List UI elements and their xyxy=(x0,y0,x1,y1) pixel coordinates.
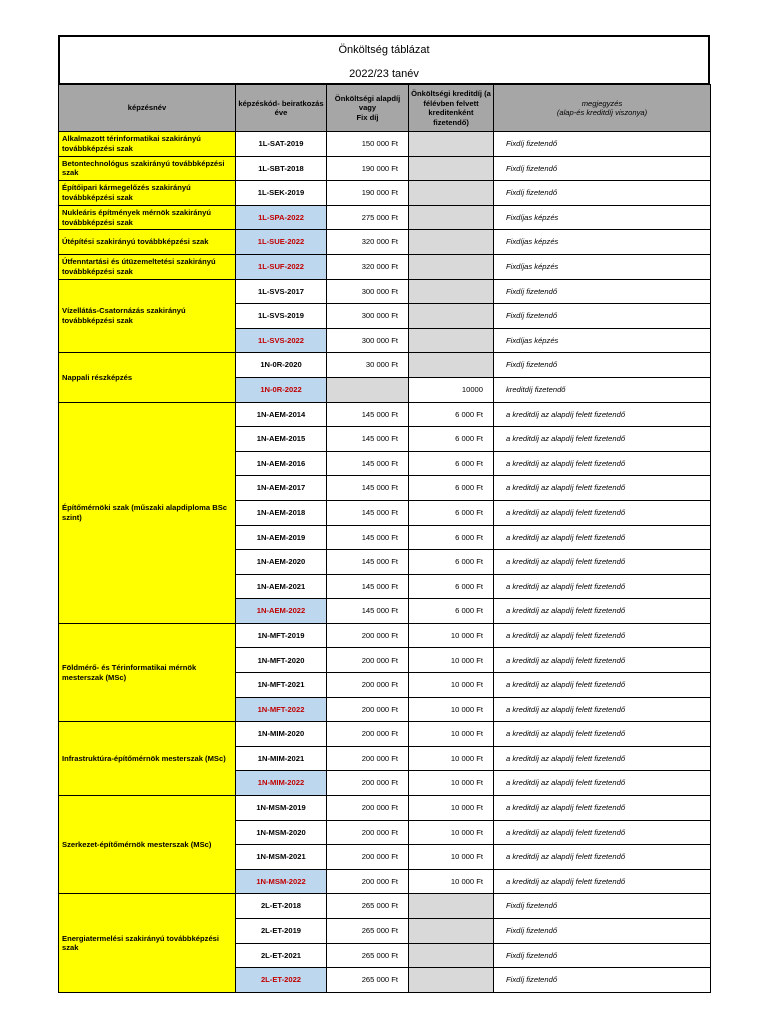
header-fee-line: vagy xyxy=(358,103,377,113)
credit-fee: 10 000 Ft xyxy=(409,796,494,821)
program-code: 1L-SVS-2017 xyxy=(236,279,327,304)
program-code: 1N-AEM-2022 xyxy=(236,599,327,624)
program-name: Útfenntartási és útüzemeltetési szakirányú továbbképzési szak xyxy=(59,254,236,279)
credit-fee xyxy=(409,132,494,157)
table-row xyxy=(59,205,711,230)
fee-note: kreditdíj fizetendő xyxy=(494,377,711,402)
fee-note: a kreditdíj az alapdíj felett fizetendő xyxy=(494,673,711,698)
fee-note: Fixdíjas képzés xyxy=(494,328,711,353)
base-fee: 300 000 Ft xyxy=(327,304,409,329)
fee-note: a kreditdíj az alapdíj felett fizetendő xyxy=(494,623,711,648)
credit-fee xyxy=(409,894,494,919)
fee-note: Fixdíjas képzés xyxy=(494,205,711,230)
program-code: 1N-AEM-2019 xyxy=(236,525,327,550)
fee-note: a kreditdíj az alapdíj felett fizetendő xyxy=(494,697,711,722)
header-credit: Önköltségi kreditdíj (a félévben felvett kreditenként fizetendő) xyxy=(409,85,494,132)
credit-fee xyxy=(409,304,494,329)
credit-fee: 6 000 Ft xyxy=(409,525,494,550)
program-code: 1N-AEM-2017 xyxy=(236,476,327,501)
header-row xyxy=(59,85,711,132)
credit-fee xyxy=(409,156,494,181)
program-name: Útépítési szakirányú továbbképzési szak xyxy=(59,230,236,255)
header-fee-line: Fix díj xyxy=(356,112,379,122)
fee-note: Fixdíjas képzés xyxy=(494,254,711,279)
program-code: 1N-MIM-2021 xyxy=(236,746,327,771)
fee-note: Fixdíjas képzés xyxy=(494,230,711,255)
fee-note: Fixdíj fizetendő xyxy=(494,943,711,968)
program-code: 1L-SBT-2018 xyxy=(236,156,327,181)
program-code: 1N-AEM-2021 xyxy=(236,574,327,599)
base-fee: 265 000 Ft xyxy=(327,943,409,968)
program-code: 2L-ET-2018 xyxy=(236,894,327,919)
base-fee: 265 000 Ft xyxy=(327,919,409,944)
credit-fee: 10 000 Ft xyxy=(409,845,494,870)
fee-note: Fixdíj fizetendő xyxy=(494,132,711,157)
credit-fee: 10 000 Ft xyxy=(409,771,494,796)
table-subtitle: 2022/23 tanév xyxy=(349,68,419,80)
credit-fee: 6 000 Ft xyxy=(409,574,494,599)
program-name: Alkalmazott térinformatikai szakirányú továbbképzési szak xyxy=(59,132,236,157)
credit-fee xyxy=(409,254,494,279)
fee-note: a kreditdíj az alapdíj felett fizetendő xyxy=(494,402,711,427)
credit-fee xyxy=(409,353,494,378)
credit-fee xyxy=(409,230,494,255)
credit-fee: 10000 xyxy=(409,377,494,402)
base-fee: 200 000 Ft xyxy=(327,796,409,821)
credit-fee: 6 000 Ft xyxy=(409,427,494,452)
credit-fee: 10 000 Ft xyxy=(409,623,494,648)
program-name: Energiatermelési szakirányú továbbképzési szak xyxy=(59,894,236,992)
header-note-line: megjegyzés xyxy=(581,98,623,108)
fee-note: a kreditdíj az alapdíj felett fizetendő xyxy=(494,476,711,501)
fee-note: a kreditdíj az alapdíj felett fizetendő xyxy=(494,796,711,821)
program-name: Építőmérnöki szak (műszaki alapdiploma BSc szint) xyxy=(59,402,236,623)
base-fee: 300 000 Ft xyxy=(327,328,409,353)
table-row xyxy=(59,254,711,279)
fee-note: a kreditdíj az alapdíj felett fizetendő xyxy=(494,427,711,452)
program-name: Nappali részképzés xyxy=(59,353,236,402)
fee-note: Fixdíj fizetendő xyxy=(494,304,711,329)
program-code: 1L-SUF-2022 xyxy=(236,254,327,279)
program-code: 1L-SUE-2022 xyxy=(236,230,327,255)
base-fee: 145 000 Ft xyxy=(327,427,409,452)
base-fee: 200 000 Ft xyxy=(327,746,409,771)
table-row xyxy=(59,894,711,919)
program-code: 1N-AEM-2016 xyxy=(236,451,327,476)
credit-fee: 10 000 Ft xyxy=(409,697,494,722)
fee-table-page xyxy=(58,35,710,993)
fee-note: Fixdíj fizetendő xyxy=(494,894,711,919)
program-code: 1N-0R-2020 xyxy=(236,353,327,378)
table-title: Önköltség táblázat xyxy=(338,44,430,56)
fee-note: a kreditdíj az alapdíj felett fizetendő xyxy=(494,550,711,575)
program-code: 1N-MSM-2021 xyxy=(236,845,327,870)
program-name: Infrastruktúra-építőmérnök mesterszak (MSc) xyxy=(59,722,236,796)
credit-fee: 6 000 Ft xyxy=(409,599,494,624)
program-name: Nukleáris építmények mérnök szakirányú továbbképzési szak xyxy=(59,205,236,230)
base-fee: 320 000 Ft xyxy=(327,254,409,279)
base-fee: 265 000 Ft xyxy=(327,968,409,993)
header-fee xyxy=(327,85,409,132)
program-code: 1N-MFT-2021 xyxy=(236,673,327,698)
base-fee: 190 000 Ft xyxy=(327,181,409,206)
base-fee: 145 000 Ft xyxy=(327,550,409,575)
credit-fee: 10 000 Ft xyxy=(409,869,494,894)
credit-fee: 10 000 Ft xyxy=(409,820,494,845)
header-fee-line: Önköltségi alapdíj xyxy=(334,93,401,103)
program-code: 2L-ET-2022 xyxy=(236,968,327,993)
base-fee: 200 000 Ft xyxy=(327,697,409,722)
base-fee: 145 000 Ft xyxy=(327,525,409,550)
fee-note: a kreditdíj az alapdíj felett fizetendő xyxy=(494,845,711,870)
fee-note: Fixdíj fizetendő xyxy=(494,279,711,304)
credit-fee xyxy=(409,968,494,993)
program-code: 1N-AEM-2014 xyxy=(236,402,327,427)
credit-fee: 6 000 Ft xyxy=(409,476,494,501)
header-name: képzésnév xyxy=(59,85,236,132)
table-row xyxy=(59,722,711,747)
base-fee: 200 000 Ft xyxy=(327,771,409,796)
base-fee: 145 000 Ft xyxy=(327,402,409,427)
base-fee: 145 000 Ft xyxy=(327,574,409,599)
credit-fee: 6 000 Ft xyxy=(409,500,494,525)
base-fee: 320 000 Ft xyxy=(327,230,409,255)
program-code: 2L-ET-2019 xyxy=(236,919,327,944)
credit-fee: 6 000 Ft xyxy=(409,550,494,575)
fee-note: Fixdíj fizetendő xyxy=(494,919,711,944)
program-code: 1N-AEM-2020 xyxy=(236,550,327,575)
base-fee: 200 000 Ft xyxy=(327,869,409,894)
credit-fee xyxy=(409,328,494,353)
base-fee: 145 000 Ft xyxy=(327,476,409,501)
program-code: 1N-MIM-2020 xyxy=(236,722,327,747)
program-code: 1L-SPA-2022 xyxy=(236,205,327,230)
base-fee: 150 000 Ft xyxy=(327,132,409,157)
program-code: 1N-MSM-2022 xyxy=(236,869,327,894)
title-box xyxy=(58,35,710,84)
program-code: 1N-MSM-2020 xyxy=(236,820,327,845)
credit-fee: 6 000 Ft xyxy=(409,451,494,476)
base-fee: 30 000 Ft xyxy=(327,353,409,378)
fee-note: Fixdíj fizetendő xyxy=(494,156,711,181)
fee-note: a kreditdíj az alapdíj felett fizetendő xyxy=(494,771,711,796)
fee-note: Fixdíj fizetendő xyxy=(494,181,711,206)
program-code: 1L-SEK-2019 xyxy=(236,181,327,206)
base-fee: 200 000 Ft xyxy=(327,820,409,845)
base-fee: 300 000 Ft xyxy=(327,279,409,304)
table-row xyxy=(59,132,711,157)
base-fee: 145 000 Ft xyxy=(327,500,409,525)
base-fee xyxy=(327,377,409,402)
base-fee: 200 000 Ft xyxy=(327,648,409,673)
credit-fee: 10 000 Ft xyxy=(409,648,494,673)
fee-note: Fixdíj fizetendő xyxy=(494,353,711,378)
base-fee: 190 000 Ft xyxy=(327,156,409,181)
table-row xyxy=(59,402,711,427)
base-fee: 145 000 Ft xyxy=(327,451,409,476)
fee-note: Fixdíj fizetendő xyxy=(494,968,711,993)
program-name: Szerkezet-építőmérnök mesterszak (MSc) xyxy=(59,796,236,894)
fee-note: a kreditdíj az alapdíj felett fizetendő xyxy=(494,648,711,673)
table-row xyxy=(59,230,711,255)
fee-table xyxy=(58,84,711,993)
base-fee: 200 000 Ft xyxy=(327,623,409,648)
program-code: 1N-0R-2022 xyxy=(236,377,327,402)
program-name: Vízellátás-Csatornázás szakirányú továbbképzési szak xyxy=(59,279,236,353)
program-name: Építőipari kármegelőzés szakirányú továbbképzési szak xyxy=(59,181,236,206)
fee-note: a kreditdíj az alapdíj felett fizetendő xyxy=(494,574,711,599)
fee-note: a kreditdíj az alapdíj felett fizetendő xyxy=(494,869,711,894)
table-row xyxy=(59,279,711,304)
credit-fee: 6 000 Ft xyxy=(409,402,494,427)
fee-note: a kreditdíj az alapdíj felett fizetendő xyxy=(494,451,711,476)
credit-fee: 10 000 Ft xyxy=(409,722,494,747)
base-fee: 145 000 Ft xyxy=(327,599,409,624)
base-fee: 200 000 Ft xyxy=(327,722,409,747)
program-name: Földmérő- és Térinformatikai mérnök mesterszak (MSc) xyxy=(59,623,236,721)
fee-note: a kreditdíj az alapdíj felett fizetendő xyxy=(494,525,711,550)
base-fee: 200 000 Ft xyxy=(327,845,409,870)
credit-fee xyxy=(409,943,494,968)
table-row xyxy=(59,156,711,181)
fee-note: a kreditdíj az alapdíj felett fizetendő xyxy=(494,500,711,525)
header-note xyxy=(494,85,711,132)
table-row xyxy=(59,796,711,821)
program-code: 1N-MSM-2019 xyxy=(236,796,327,821)
credit-fee xyxy=(409,279,494,304)
fee-note: a kreditdíj az alapdíj felett fizetendő xyxy=(494,746,711,771)
credit-fee xyxy=(409,181,494,206)
credit-fee xyxy=(409,919,494,944)
program-code: 1N-MFT-2020 xyxy=(236,648,327,673)
program-code: 1N-MFT-2019 xyxy=(236,623,327,648)
table-row xyxy=(59,623,711,648)
credit-fee: 10 000 Ft xyxy=(409,746,494,771)
program-code: 1N-AEM-2018 xyxy=(236,500,327,525)
credit-fee: 10 000 Ft xyxy=(409,673,494,698)
header-code: képzéskód- beiratkozás éve xyxy=(236,85,327,132)
program-code: 1L-SVS-2019 xyxy=(236,304,327,329)
base-fee: 275 000 Ft xyxy=(327,205,409,230)
program-code: 1N-AEM-2015 xyxy=(236,427,327,452)
base-fee: 200 000 Ft xyxy=(327,673,409,698)
program-code: 1L-SVS-2022 xyxy=(236,328,327,353)
program-code: 1L-SAT-2019 xyxy=(236,132,327,157)
program-code: 2L-ET-2021 xyxy=(236,943,327,968)
table-row xyxy=(59,353,711,378)
fee-note: a kreditdíj az alapdíj felett fizetendő xyxy=(494,599,711,624)
table-row xyxy=(59,181,711,206)
program-code: 1N-MFT-2022 xyxy=(236,697,327,722)
base-fee: 265 000 Ft xyxy=(327,894,409,919)
credit-fee xyxy=(409,205,494,230)
header-note-line: (alap-és kreditdíj viszonya) xyxy=(556,108,648,117)
program-code: 1N-MIM-2022 xyxy=(236,771,327,796)
fee-note: a kreditdíj az alapdíj felett fizetendő xyxy=(494,722,711,747)
program-name: Betontechnológus szakirányú továbbképzési szak xyxy=(59,156,236,181)
fee-note: a kreditdíj az alapdíj felett fizetendő xyxy=(494,820,711,845)
